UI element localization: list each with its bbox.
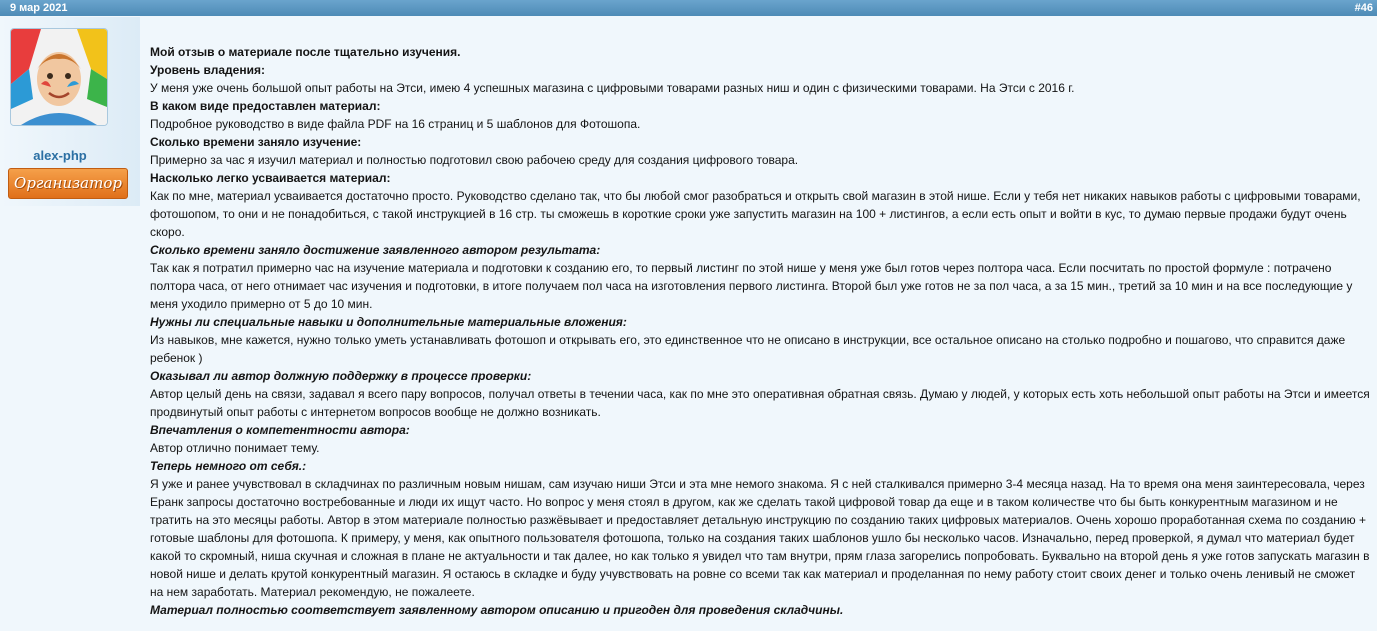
avatar-image <box>11 29 107 125</box>
conclusion: Материал полностью соответствует заявленному автором описанию и пригоден для проведения складчины. <box>150 603 844 617</box>
heading-time: Сколько времени заняло изучение: <box>150 135 362 149</box>
text-ease: Как по мне, материал усваивается достаточно просто. Руководство сделано так, что бы любой смог разобраться и открыть свой магазин в этой нише. Если у тебя нет никаких навыков работы с цифровыми товарами, фотошопом, то они и не понадобиться, с такой инструкцией в 16 стр. ты сможешь в короткие сроки уже запустить магазин на 100 + листингов, а если есть опыт и войти в кус, то думаю первые продажи будут очень скоро. <box>150 189 1361 239</box>
text-skills: Из навыков, мне кажется, нужно только уметь устанавливать фотошоп и открывать его, это единственное что не описано в инструкции, все остальное описано на столько подробно и пошагово, что справится даже ребенок ) <box>150 333 1346 365</box>
heading-form: В каком виде предоставлен материал: <box>150 99 381 113</box>
text-competence: Автор отлично понимает тему. <box>150 441 320 455</box>
text-form: Подробное руководство в виде файла PDF на 16 страниц и 5 шаблонов для Фотошопа. <box>150 117 641 131</box>
text-support: Автор целый день на связи, задавал я всего пару вопросов, получал ответы в течении часа, как по мне это оперативная обратная связь. Думаю у людей, у которых есть хоть небольшой опыт работы на Этси и имеется продвинутый опыт работы с интернетом вопросов вообще не должно возникать. <box>150 387 1370 419</box>
intro-line: Мой отзыв о материале после тщательно изучения. <box>150 45 461 59</box>
avatar[interactable] <box>10 28 108 126</box>
post-header-bar <box>0 0 1377 16</box>
post-date: 9 мар 2021 <box>10 2 68 14</box>
text-result: Так как я потратил примерно час на изучение материала и подготовки к созданию его, то первый листинг по этой нише у меня уже был готов через полтора часа. Если посчитать по простой формуле : потрачено полтора часа, от него отнимает час изучения и подготовки, в итоге получаем пол часа на изготовления первого листинга. Второй был уже готов не за пол часа, а за 15 мин., третий за 10 мин и на все последующие у меня уходило примерно от 5 до 10 мин. <box>150 261 1353 311</box>
heading-self: Теперь немного от себя.: <box>150 459 307 473</box>
post-permalink[interactable]: #46 <box>1354 2 1373 14</box>
heading-result: Сколько времени заняло достижение заявленного автором результата: <box>150 243 601 257</box>
text-time: Примерно за час я изучил материал и полностью подготовил свою рабочею среду для создания цифрового товара. <box>150 153 799 167</box>
text-level: У меня уже очень большой опыт работы на Этси, имею 4 успешных магазина с цифровыми товарами разных ниш и один с физическими товарами. На Этси с 2016 г. <box>150 81 1075 95</box>
user-title-badge: Организатор <box>8 168 128 199</box>
post-message <box>150 43 1370 619</box>
heading-competence: Впечатления о компетентности автора: <box>150 423 410 437</box>
username-link[interactable]: alex-php <box>33 148 87 163</box>
heading-support: Оказывал ли автор должную поддержку в процессе проверки: <box>150 369 532 383</box>
heading-ease: Насколько легко усваивается материал: <box>150 171 391 185</box>
text-self: Я уже и ранее учувствовал в складчинах по различным новым нишам, сам изучаю ниши Этси и эта мне немого знакома. Я с ней сталкивался примерно 3-4 месяца назад. На то время она меня заинтересовала, через Еранк запросы достаточно востребованные и люди их ищут часто. Но вопрос у меня стоял в другом, как же сделать такой цифровой товар да еще и в таком количестве что бы быть конкурентным магазином и не тратить на это месяцы работы. Автор в этом материале полностью разжёвывает и предоставляет детальную инструкцию по созданию таких цифровых материалов. Очень хорошо проработанная схема по созданию + готовые шаблоны для фотошопа. К примеру, у меня, как опытного пользователя фотошопа, только на создания таких шаблонов ушло бы несколько часов. Изначально, перед проверкой, я думал что материал будет какой то скромный, ниша скучная и сложная в плане не актуальности и так далее, но как только я увидел что там внутри, прям глаза загорелись попробовать. Буквально на второй день я уже готов запускать магазин в новой нише и делать крутой конкурентный магазин. Я остаюсь в складке и буду учувствовать на ровне со всеми так как материал и проделанная по нему работу стоит своих денег и только очень ленивый не сможет на нем заработать. Материал рекомендую, не пожалеете. <box>150 477 1370 599</box>
heading-level: Уровень владения: <box>150 63 265 77</box>
user-info-panel <box>0 17 140 206</box>
heading-skills: Нужны ли специальные навыки и дополнительные материальные вложения: <box>150 315 627 329</box>
